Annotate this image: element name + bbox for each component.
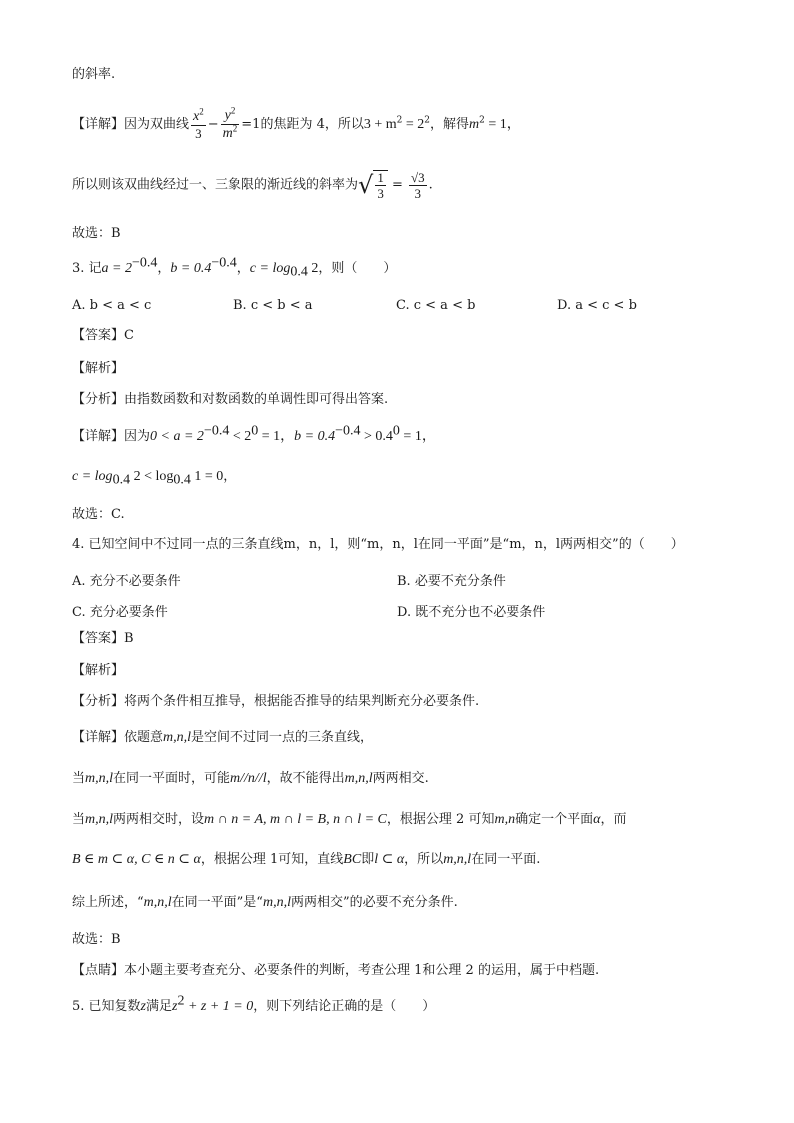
- math-expr: m,n,l: [344, 771, 373, 786]
- question-3: [72, 255, 397, 280]
- q4-detail-4: [72, 853, 540, 867]
- text-run: 是空间不过同一点的三条直线，: [191, 730, 374, 745]
- q4-detail-2: [72, 772, 429, 786]
- math-expr: l ⊂ α: [374, 852, 405, 867]
- exponent: 2: [396, 115, 403, 126]
- subscript: 0.4: [112, 472, 131, 488]
- answer-value: C: [124, 328, 134, 343]
- text-run: 两两相交.: [372, 771, 429, 786]
- sqrt-expression: √ $\frac{1}{3}$: [358, 170, 388, 200]
- q3-option-d: D. a < c < b: [557, 298, 637, 313]
- math-expr: c = log: [72, 469, 113, 484]
- q4-option-d: D. 既不充分也不必要条件: [397, 605, 546, 620]
- exponent: −0.4: [335, 423, 361, 439]
- text-run: 当: [72, 812, 86, 827]
- text-run: 两两相交”的必要不充分条件.: [290, 895, 458, 910]
- math-expr: + z + 1 = 0: [184, 999, 254, 1014]
- answer-tag: 【答案】: [72, 631, 125, 646]
- math-var: z: [140, 999, 146, 1014]
- question-5: [72, 993, 436, 1014]
- q4-analysis: [72, 695, 479, 708]
- q4-choose: 故选：B: [72, 932, 121, 947]
- q3-answer: [72, 329, 134, 342]
- exponent: −0.4: [203, 423, 230, 439]
- text-run: 当: [72, 771, 86, 786]
- math-expr: 0 < a = 2: [150, 429, 204, 444]
- math-expr: 2 < log: [130, 469, 174, 484]
- q4-option-b: B. 必要不充分条件: [397, 574, 506, 589]
- text-run: 确定一个平面: [515, 812, 594, 827]
- math-num: √3: [410, 169, 425, 185]
- math-expr: = 1，: [258, 429, 295, 444]
- text-run: 在同一平面”是“: [171, 895, 263, 910]
- text-run: ，解得: [430, 117, 470, 132]
- text-run: 两两相交时，设: [113, 812, 205, 827]
- fraction-y2-over-m2: [221, 105, 240, 141]
- text-run: 在同一平面时，可能: [113, 771, 231, 786]
- text-run: 将两个条件相互推导，根据能否推导的结果判断充分必要条件.: [124, 694, 480, 709]
- exponent: 2: [424, 115, 431, 126]
- math-num: 3: [377, 186, 384, 201]
- comment-tag: 【点睛】: [72, 963, 125, 978]
- text-run: =1的焦距为 4，所以: [241, 117, 364, 132]
- subscript: 0.4: [173, 472, 191, 488]
- math-num: 3: [414, 185, 422, 201]
- text-line: 的斜率.: [72, 67, 116, 82]
- text-run: 即: [361, 852, 375, 867]
- exponent: 2: [230, 105, 236, 116]
- math-expr: < 2: [229, 429, 252, 444]
- q4-option-c: C. 充分必要条件: [72, 605, 168, 620]
- math-expr: m,n,l: [143, 895, 172, 910]
- exponent: 0: [392, 423, 400, 439]
- text-run: 因为: [124, 429, 151, 444]
- text-run: 满足: [146, 999, 173, 1014]
- text-run: ，根据公理 2 可知: [386, 812, 495, 827]
- text-run: 由指数函数和对数函数的单调性即可得出答案.: [124, 392, 389, 407]
- math-expr: m,n,l: [262, 895, 291, 910]
- text-run: ，根据公理 1可知，直线: [200, 852, 344, 867]
- math-num: 3: [195, 126, 202, 141]
- text-run: ，: [223, 469, 237, 484]
- q4-comment: [72, 964, 599, 977]
- math-expr: B ∈ m ⊂ α, C ∈ n ⊂ α: [72, 852, 201, 867]
- text-run: 在同一平面.: [471, 852, 541, 867]
- answer-choice-line: 故选：B: [72, 226, 121, 241]
- exponent: −0.4: [211, 255, 237, 271]
- math-expr: 3 + m: [363, 117, 397, 132]
- math-expr: = 1，: [484, 117, 521, 132]
- math-num: 2: [307, 261, 319, 276]
- math-expr: a = 2: [101, 261, 132, 276]
- text-run: ，故不能得出: [266, 771, 345, 786]
- detail-tag: 【详解】: [72, 429, 125, 444]
- text-run: 依题意: [124, 730, 164, 745]
- q4-answer: [72, 632, 134, 645]
- exponent: 2: [479, 115, 485, 126]
- detail-line-hyperbola: 【详解】因为双曲线 $\frac{x^2}{3}$ − $\frac{y^2}{m^2}$ =1的焦距为 4，所以$3 + m^2 = 2^2$，解得$m^2 = 1$，: [72, 105, 521, 141]
- text-run: 所以则该双曲线经过一、三象限的渐近线的斜率为: [72, 177, 359, 193]
- q3-option-c: C. c < a < b: [396, 298, 476, 313]
- text-run: ，则（ ）: [318, 261, 397, 276]
- text-run: ，所以: [404, 852, 444, 867]
- q3-analysis-tag: 【解析】: [72, 361, 125, 376]
- text-run: ，: [236, 261, 250, 276]
- q3-detail-2: [72, 469, 237, 488]
- math-var: z: [172, 999, 178, 1014]
- math-expr: m,n,l: [443, 852, 472, 867]
- math-expr: > 0.4: [360, 429, 393, 444]
- math-var: y: [224, 108, 231, 123]
- q4-analysis-tag: 【解析】: [72, 663, 125, 678]
- subscript: 0.4: [290, 264, 308, 280]
- math-var: m: [222, 126, 233, 141]
- analysis-tag: 【分析】: [72, 392, 125, 407]
- text-run: 因为双曲线: [124, 117, 190, 132]
- math-var: m: [469, 117, 480, 132]
- text-line-slope: 所以则该双曲线经过一、三象限的渐近线的斜率为√ $\frac{1}{3}$ = $\frac{√3}{3}$ .: [72, 169, 433, 201]
- q3-detail-1: [72, 423, 436, 444]
- q3-option-a: A. b < a < c: [72, 298, 152, 313]
- detail-tag: 【详解】: [72, 117, 125, 132]
- answer-value: B: [124, 631, 134, 646]
- math-expr: m//n//l: [230, 771, 267, 786]
- math-expr: b = 0.4: [170, 261, 212, 276]
- math-num: 1: [377, 170, 384, 185]
- text-run: ，而: [600, 812, 627, 827]
- math-expr: m,n,l: [85, 812, 114, 827]
- q4-detail-5: [72, 896, 458, 910]
- text-run: ，则下列结论正确的是（ ）: [253, 999, 436, 1014]
- fraction-sqrt3-over-3: [409, 171, 427, 200]
- math-var: x: [193, 109, 200, 124]
- exponent: 2: [199, 106, 204, 117]
- answer-tag: 【答案】: [72, 328, 125, 343]
- exponent: 0: [251, 423, 259, 439]
- text-run: ，: [157, 261, 171, 276]
- math-expr: c = log: [249, 261, 291, 276]
- math-var: α: [593, 812, 601, 827]
- math-expr: = 2: [402, 117, 425, 132]
- exponent: −0.4: [132, 255, 158, 271]
- q3-choose: 故选：C.: [72, 507, 125, 522]
- math-expr: m,n,l: [85, 771, 114, 786]
- analysis-tag: 【分析】: [72, 694, 125, 709]
- math-expr: 1 = 0: [190, 469, 224, 484]
- text-run: 5. 已知复数: [72, 999, 141, 1014]
- text-run: 本小题主要考查充分、必要条件的判断，考查公理 1和公理 2 的运用，属于中档题.: [124, 963, 600, 978]
- math-expr: m,n: [494, 812, 516, 827]
- q4-detail-3: [72, 813, 626, 827]
- text-run: 3. 记: [72, 261, 102, 276]
- question-4: 4. 已知空间中不过同一点的三条直线m，n，l，则“m，n，l在同一平面”是“m，n，l两两相交”的（ ）: [72, 537, 684, 552]
- math-expr: m,n,l: [163, 730, 192, 745]
- math-expr: b = 0.4: [294, 429, 336, 444]
- math-expr: = 1，: [399, 429, 436, 444]
- text-run: 综上所述，“: [72, 895, 144, 910]
- exponent: 2: [177, 993, 185, 1009]
- q3-option-b: B. c < b < a: [233, 298, 313, 313]
- detail-tag: 【详解】: [72, 730, 125, 745]
- fraction-x2-over-3: [191, 106, 206, 141]
- q4-option-a: A. 充分不必要条件: [72, 574, 181, 589]
- q4-detail-1: [72, 731, 373, 745]
- exponent: 2: [232, 123, 238, 134]
- text-run: .: [428, 177, 433, 193]
- math-expr: m ∩ n = A, m ∩ l = B, n ∩ l = C: [204, 812, 387, 827]
- q3-analysis: [72, 393, 388, 406]
- math-expr: BC: [343, 852, 362, 867]
